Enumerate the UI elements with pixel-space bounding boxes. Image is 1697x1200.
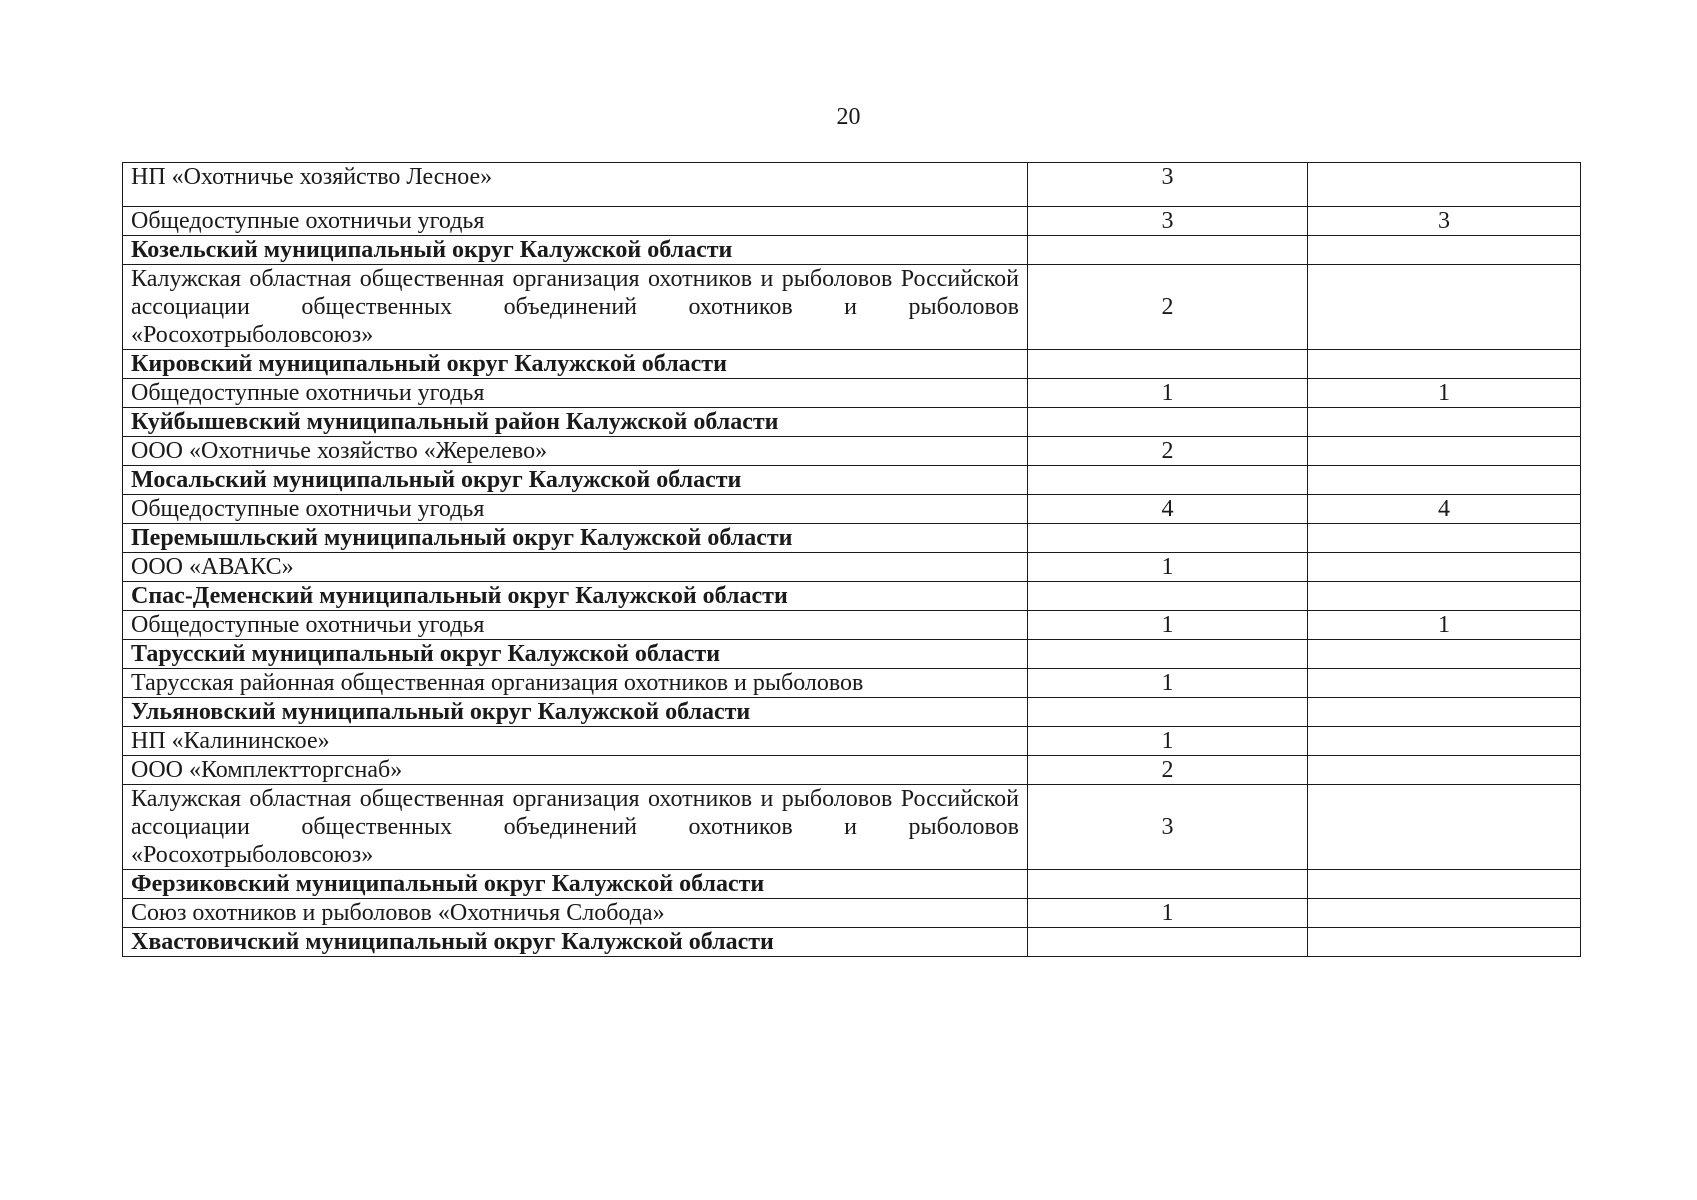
row-value-2 <box>1308 408 1581 437</box>
row-value-1 <box>1028 640 1308 669</box>
row-value-1: 4 <box>1028 495 1308 524</box>
row-value-2: 1 <box>1308 379 1581 408</box>
table-row <box>123 553 1581 582</box>
district-name: Спас-Деменский муниципальный округ Калужской области <box>123 582 1028 611</box>
row-name: ООО «Комплектторгснаб» <box>123 756 1028 785</box>
table-row <box>123 899 1581 928</box>
row-name: Тарусская районная общественная организация охотников и рыболовов <box>123 669 1028 698</box>
row-name: Общедоступные охотничьи угодья <box>123 207 1028 236</box>
table-row <box>123 669 1581 698</box>
row-name: Союз охотников и рыболовов «Охотничья Слобода» <box>123 899 1028 928</box>
row-value-2 <box>1308 265 1581 350</box>
district-name: Ульяновский муниципальный округ Калужской области <box>123 698 1028 727</box>
district-header-row <box>123 524 1581 553</box>
district-name: Куйбышевский муниципальный район Калужской области <box>123 408 1028 437</box>
row-value-2: 4 <box>1308 495 1581 524</box>
table-row <box>123 756 1581 785</box>
row-value-2 <box>1308 727 1581 756</box>
row-name: НП «Калининское» <box>123 727 1028 756</box>
row-value-1: 2 <box>1028 756 1308 785</box>
row-value-1: 1 <box>1028 899 1308 928</box>
district-name: Хвастовичский муниципальный округ Калужской области <box>123 928 1028 957</box>
row-name: Калужская областная общественная организация охотников и рыболовов Российской ассоциации общественных объединений охотников и рыболовов «Росохотрыболовсоюз» <box>123 265 1028 350</box>
district-header-row <box>123 350 1581 379</box>
row-value-1: 3 <box>1028 785 1308 870</box>
page-number: 20 <box>836 104 861 130</box>
row-value-1: 1 <box>1028 379 1308 408</box>
row-value-2 <box>1308 756 1581 785</box>
row-value-1 <box>1028 408 1308 437</box>
row-value-2 <box>1308 236 1581 265</box>
table-row <box>123 379 1581 408</box>
district-name: Перемышльский муниципальный округ Калужской области <box>123 524 1028 553</box>
row-name: Общедоступные охотничьи угодья <box>123 611 1028 640</box>
district-header-row <box>123 582 1581 611</box>
hunting-grounds-table <box>122 162 1581 957</box>
row-value-1 <box>1028 524 1308 553</box>
row-value-2 <box>1308 669 1581 698</box>
row-value-2 <box>1308 350 1581 379</box>
district-header-row <box>123 640 1581 669</box>
row-value-1: 2 <box>1028 437 1308 466</box>
table-row <box>123 265 1581 350</box>
row-value-2 <box>1308 870 1581 899</box>
row-name: ООО «АВАКС» <box>123 553 1028 582</box>
row-value-1 <box>1028 236 1308 265</box>
district-header-row <box>123 698 1581 727</box>
table-row <box>123 495 1581 524</box>
table-row <box>123 163 1581 207</box>
row-value-2: 1 <box>1308 611 1581 640</box>
row-value-2 <box>1308 466 1581 495</box>
district-header-row <box>123 236 1581 265</box>
district-header-row <box>123 466 1581 495</box>
row-name: НП «Охотничье хозяйство Лесное» <box>123 163 1028 207</box>
table-row <box>123 437 1581 466</box>
row-value-1: 1 <box>1028 727 1308 756</box>
row-value-2 <box>1308 553 1581 582</box>
row-value-1: 1 <box>1028 553 1308 582</box>
row-value-1 <box>1028 928 1308 957</box>
row-value-1: 3 <box>1028 163 1308 207</box>
row-value-1 <box>1028 466 1308 495</box>
row-name: Общедоступные охотничьи угодья <box>123 495 1028 524</box>
district-header-row <box>123 408 1581 437</box>
row-name: Общедоступные охотничьи угодья <box>123 379 1028 408</box>
row-name: ООО «Охотничье хозяйство «Жерелево» <box>123 437 1028 466</box>
row-value-2 <box>1308 437 1581 466</box>
row-value-2 <box>1308 698 1581 727</box>
row-value-1 <box>1028 870 1308 899</box>
row-value-2 <box>1308 928 1581 957</box>
table-row <box>123 207 1581 236</box>
district-name: Ферзиковский муниципальный округ Калужской области <box>123 870 1028 899</box>
row-value-1 <box>1028 350 1308 379</box>
row-value-2 <box>1308 899 1581 928</box>
table-row <box>123 785 1581 870</box>
row-value-1: 2 <box>1028 265 1308 350</box>
row-value-1: 1 <box>1028 669 1308 698</box>
row-value-2 <box>1308 163 1581 207</box>
district-name: Козельский муниципальный округ Калужской области <box>123 236 1028 265</box>
row-value-1: 3 <box>1028 207 1308 236</box>
table-row <box>123 727 1581 756</box>
row-value-1 <box>1028 698 1308 727</box>
row-value-2: 3 <box>1308 207 1581 236</box>
district-name: Мосальский муниципальный округ Калужской области <box>123 466 1028 495</box>
row-value-2 <box>1308 524 1581 553</box>
district-header-row <box>123 928 1581 957</box>
district-name: Кировский муниципальный округ Калужской области <box>123 350 1028 379</box>
district-header-row <box>123 870 1581 899</box>
row-value-2 <box>1308 640 1581 669</box>
row-name: Калужская областная общественная организация охотников и рыболовов Российской ассоциации общественных объединений охотников и рыболовов «Росохотрыболовсоюз» <box>123 785 1028 870</box>
district-name: Тарусский муниципальный округ Калужской области <box>123 640 1028 669</box>
row-value-1 <box>1028 582 1308 611</box>
row-value-1: 1 <box>1028 611 1308 640</box>
table-row <box>123 611 1581 640</box>
row-value-2 <box>1308 785 1581 870</box>
row-value-2 <box>1308 582 1581 611</box>
